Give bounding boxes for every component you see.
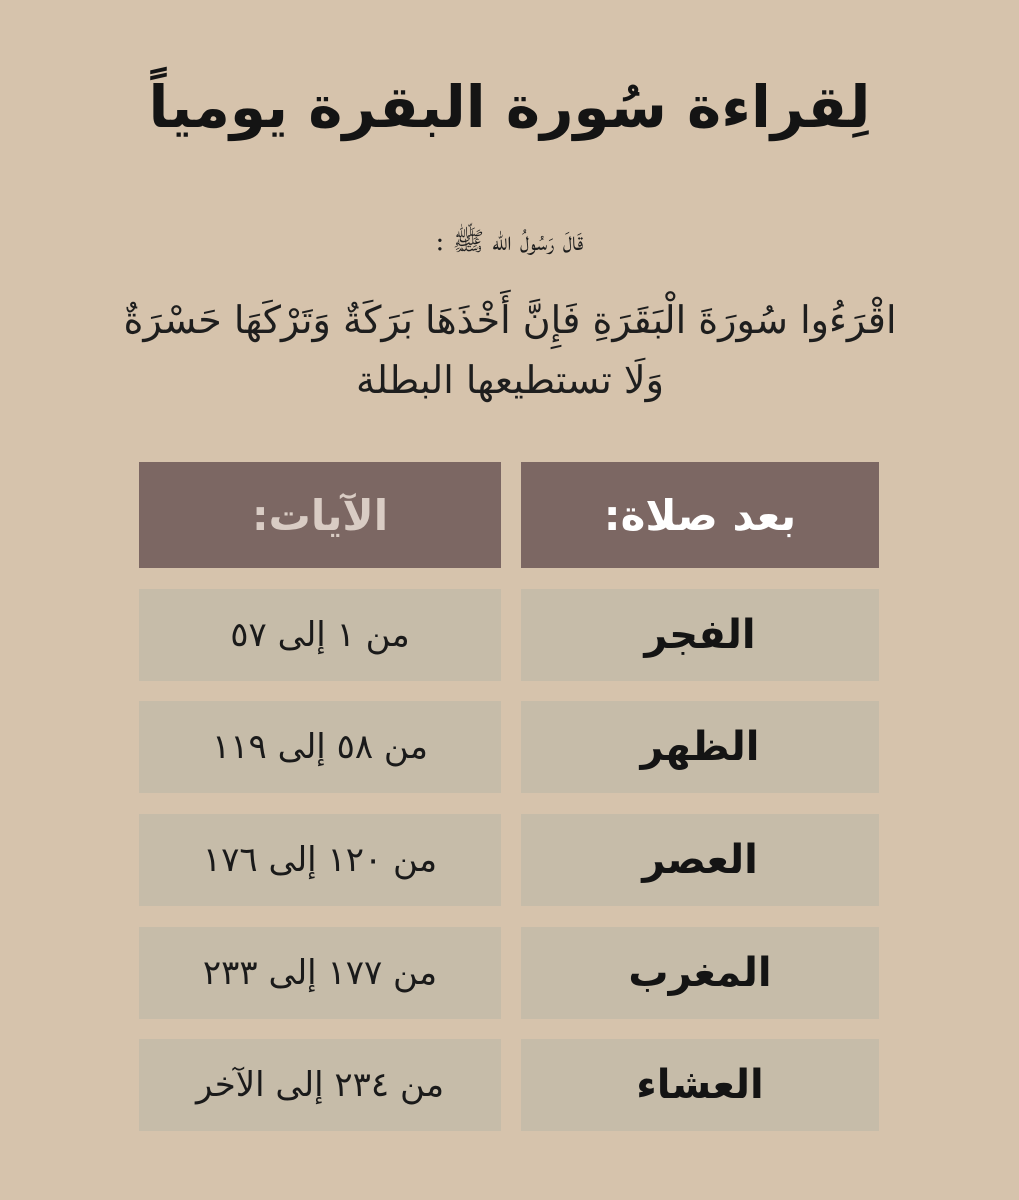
verses-fajr: من ١ إلى ٥٧: [139, 589, 501, 681]
page-title: لِقراءة سُورة البقرة يومياً: [148, 73, 871, 141]
verses-dhuhr: من ٥٨ إلى ١١٩: [139, 701, 501, 793]
prayer-asr: العصر: [521, 814, 879, 906]
prayer-dhuhr: الظهر: [521, 701, 879, 793]
verses-asr: من ١٢٠ إلى ١٧٦: [139, 814, 501, 906]
prayer-fajr: الفجر: [521, 589, 879, 681]
prayer-isha: العشاء: [521, 1039, 879, 1131]
verses-isha: من ٢٣٤ إلى الآخر: [139, 1039, 501, 1131]
hadith-text: اقْرَءُوا سُورَةَ الْبَقَرَةِ فَإِنَّ أَخْذَهَا بَرَكَةٌ وَتَرْكَهَا حَسْرَةٌ وَلَا تستطيعها البطلة: [123, 298, 897, 402]
hadith-attribution: قَالَ رَسُولُ اللّٰه ﷺ :: [435, 227, 584, 257]
verses-maghrib: من ١٧٧ إلى ٢٣٣: [139, 927, 501, 1019]
prayer-maghrib: المغرب: [521, 927, 879, 1019]
header-prayer: بعد صلاة:: [521, 462, 879, 568]
header-verses: الآيات:: [139, 462, 501, 568]
